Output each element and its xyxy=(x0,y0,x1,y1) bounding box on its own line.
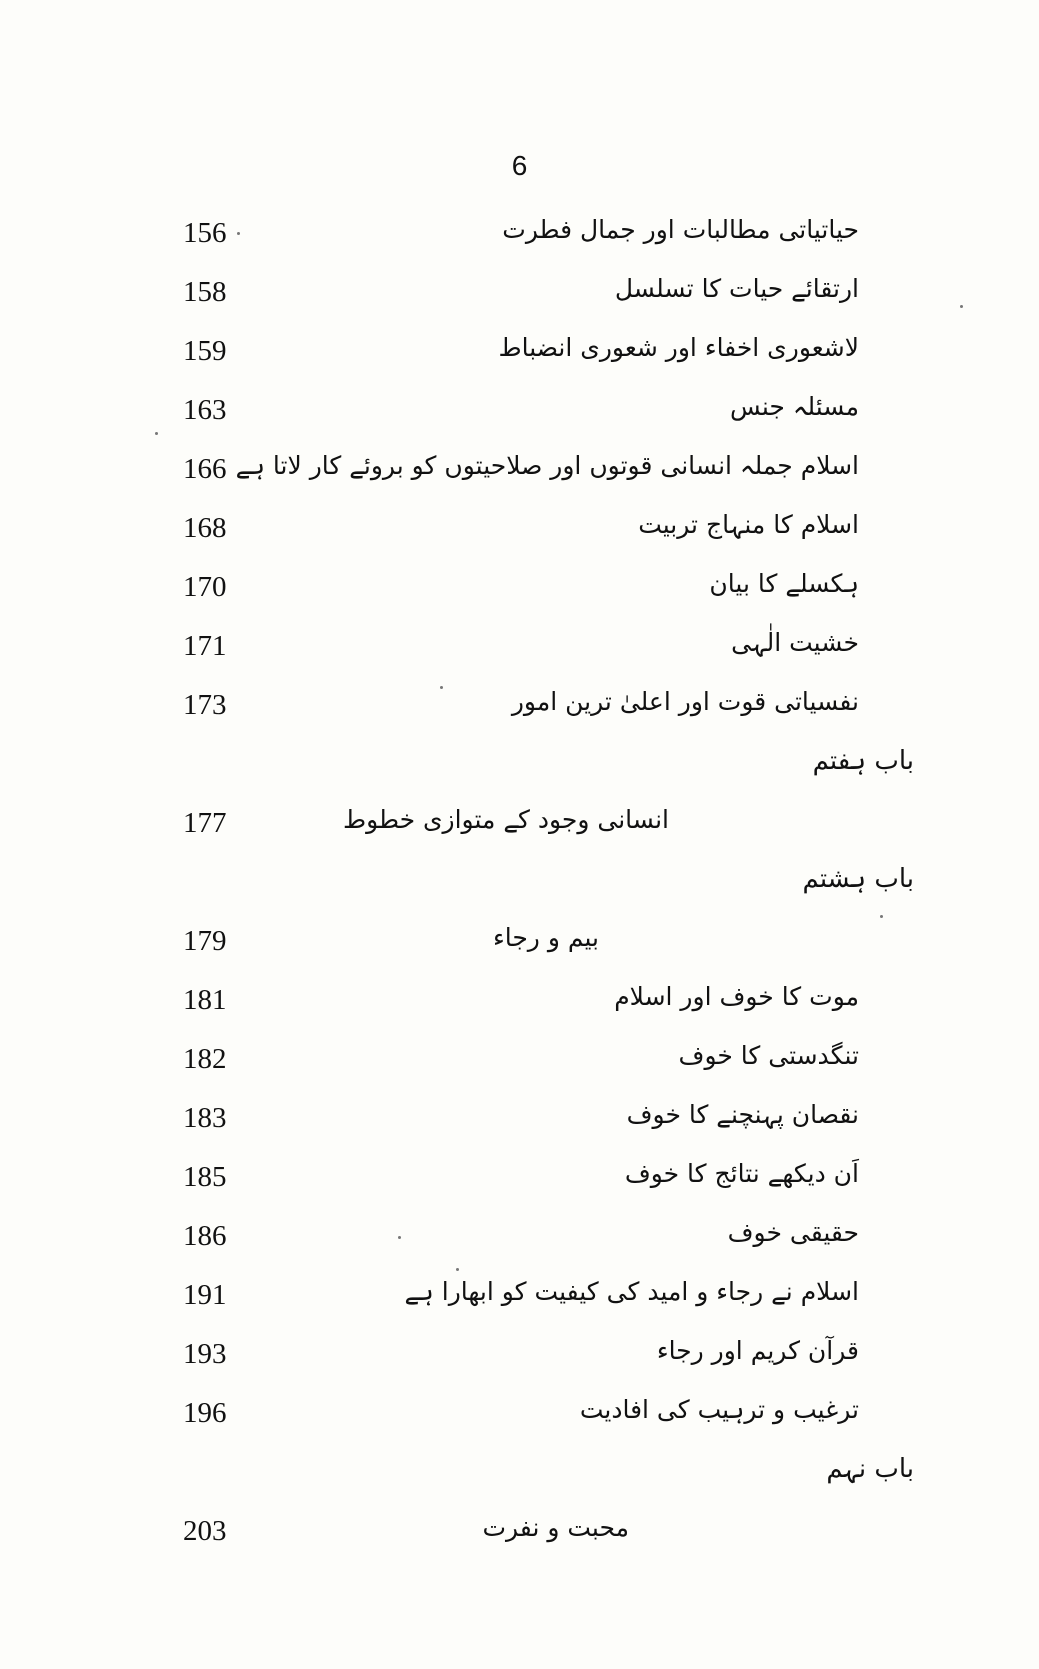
toc-page-number: 173 xyxy=(183,689,227,721)
toc-page-number: 177 xyxy=(183,807,227,839)
toc-title: تنگدستی کا خوف xyxy=(678,1041,859,1070)
toc-entry xyxy=(0,323,1039,382)
toc-title: انسانی وجود کے متوازی خطوط xyxy=(343,805,669,834)
toc-page-number: 171 xyxy=(183,630,227,662)
toc-page-number: 163 xyxy=(183,394,227,426)
toc-title: قرآن کریم اور رجاء xyxy=(656,1336,859,1365)
toc-page-number: 182 xyxy=(183,1043,227,1075)
toc-entry xyxy=(0,618,1039,677)
toc-entry xyxy=(0,677,1039,736)
toc-entry xyxy=(0,1090,1039,1149)
toc-title: اسلام نے رجاء و امید کی کیفیت کو ابھارا ہے xyxy=(404,1277,859,1306)
table-of-contents xyxy=(0,205,1039,1562)
toc-title: نفسیاتی قوت اور اعلیٰ ترین امور xyxy=(511,687,859,716)
toc-entry xyxy=(0,264,1039,323)
toc-title: مسئلہ جنس xyxy=(730,392,859,421)
toc-page-number: 191 xyxy=(183,1279,227,1311)
scan-speck xyxy=(960,305,963,308)
toc-page-number: 193 xyxy=(183,1338,227,1370)
toc-title: حیاتیاتی مطالبات اور جمال فطرت xyxy=(502,215,859,244)
toc-page-number: 183 xyxy=(183,1102,227,1134)
toc-entry xyxy=(0,1385,1039,1444)
toc-entry xyxy=(0,205,1039,264)
toc-title: اسلام کا منہاج تربیت xyxy=(638,510,859,539)
page-number: 6 xyxy=(511,150,528,181)
toc-page-number: 196 xyxy=(183,1397,227,1429)
toc-page-number: 203 xyxy=(183,1515,227,1547)
toc-entry xyxy=(0,1503,1039,1562)
toc-entry xyxy=(0,1267,1039,1326)
toc-title: ارتقائے حیات کا تسلسل xyxy=(614,274,859,303)
toc-page-number: 168 xyxy=(183,512,227,544)
scan-speck xyxy=(155,432,158,435)
toc-title: موت کا خوف اور اسلام xyxy=(614,982,859,1011)
toc-entry xyxy=(0,972,1039,1031)
scan-speck xyxy=(237,232,240,235)
toc-entry xyxy=(0,795,1039,854)
toc-entry xyxy=(0,1326,1039,1385)
scan-speck xyxy=(440,686,443,689)
toc-title: حقیقی خوف xyxy=(727,1218,859,1247)
toc-page-number: 166 xyxy=(183,453,227,485)
toc-entry xyxy=(0,559,1039,618)
toc-title: اَن دیکھے نتائج کا خوف xyxy=(624,1159,859,1188)
scan-speck xyxy=(456,1268,459,1271)
toc-title: ہکسلے کا بیان xyxy=(709,569,859,598)
toc-page-number: 185 xyxy=(183,1161,227,1193)
toc-page-number: 170 xyxy=(183,571,227,603)
toc-entry xyxy=(0,913,1039,972)
toc-page-number: 159 xyxy=(183,335,227,367)
toc-entry xyxy=(0,1208,1039,1267)
toc-entry xyxy=(0,441,1039,500)
toc-entry xyxy=(0,1149,1039,1208)
chapter-heading xyxy=(0,736,1039,795)
toc-title: نقصان پہنچنے کا خوف xyxy=(626,1100,859,1129)
chapter-heading xyxy=(0,1444,1039,1503)
toc-title: اسلام جملہ انسانی قوتوں اور صلاحیتوں کو بروئے کار لاتا ہے xyxy=(235,451,859,480)
toc-page-number: 179 xyxy=(183,925,227,957)
scan-speck xyxy=(398,1236,401,1239)
toc-title: بیم و رجاء xyxy=(492,923,599,952)
toc-page-number: 156 xyxy=(183,217,227,249)
toc-title: باب ہفتم xyxy=(812,746,914,776)
toc-title: باب نہم xyxy=(826,1454,914,1484)
toc-title: لاشعوری اخفاء اور شعوری انضباط xyxy=(498,333,859,362)
toc-entry xyxy=(0,1031,1039,1090)
toc-entry xyxy=(0,500,1039,559)
toc-title: باب ہشتم xyxy=(802,864,914,894)
scan-speck xyxy=(880,915,883,918)
toc-page-number: 158 xyxy=(183,276,227,308)
toc-page-number: 186 xyxy=(183,1220,227,1252)
toc-title: محبت و نفرت xyxy=(482,1513,629,1542)
toc-title: خشیت الٰہی xyxy=(731,628,859,657)
toc-title: ترغیب و ترہیب کی افادیت xyxy=(579,1395,859,1424)
chapter-heading xyxy=(0,854,1039,913)
toc-page-number: 181 xyxy=(183,984,227,1016)
